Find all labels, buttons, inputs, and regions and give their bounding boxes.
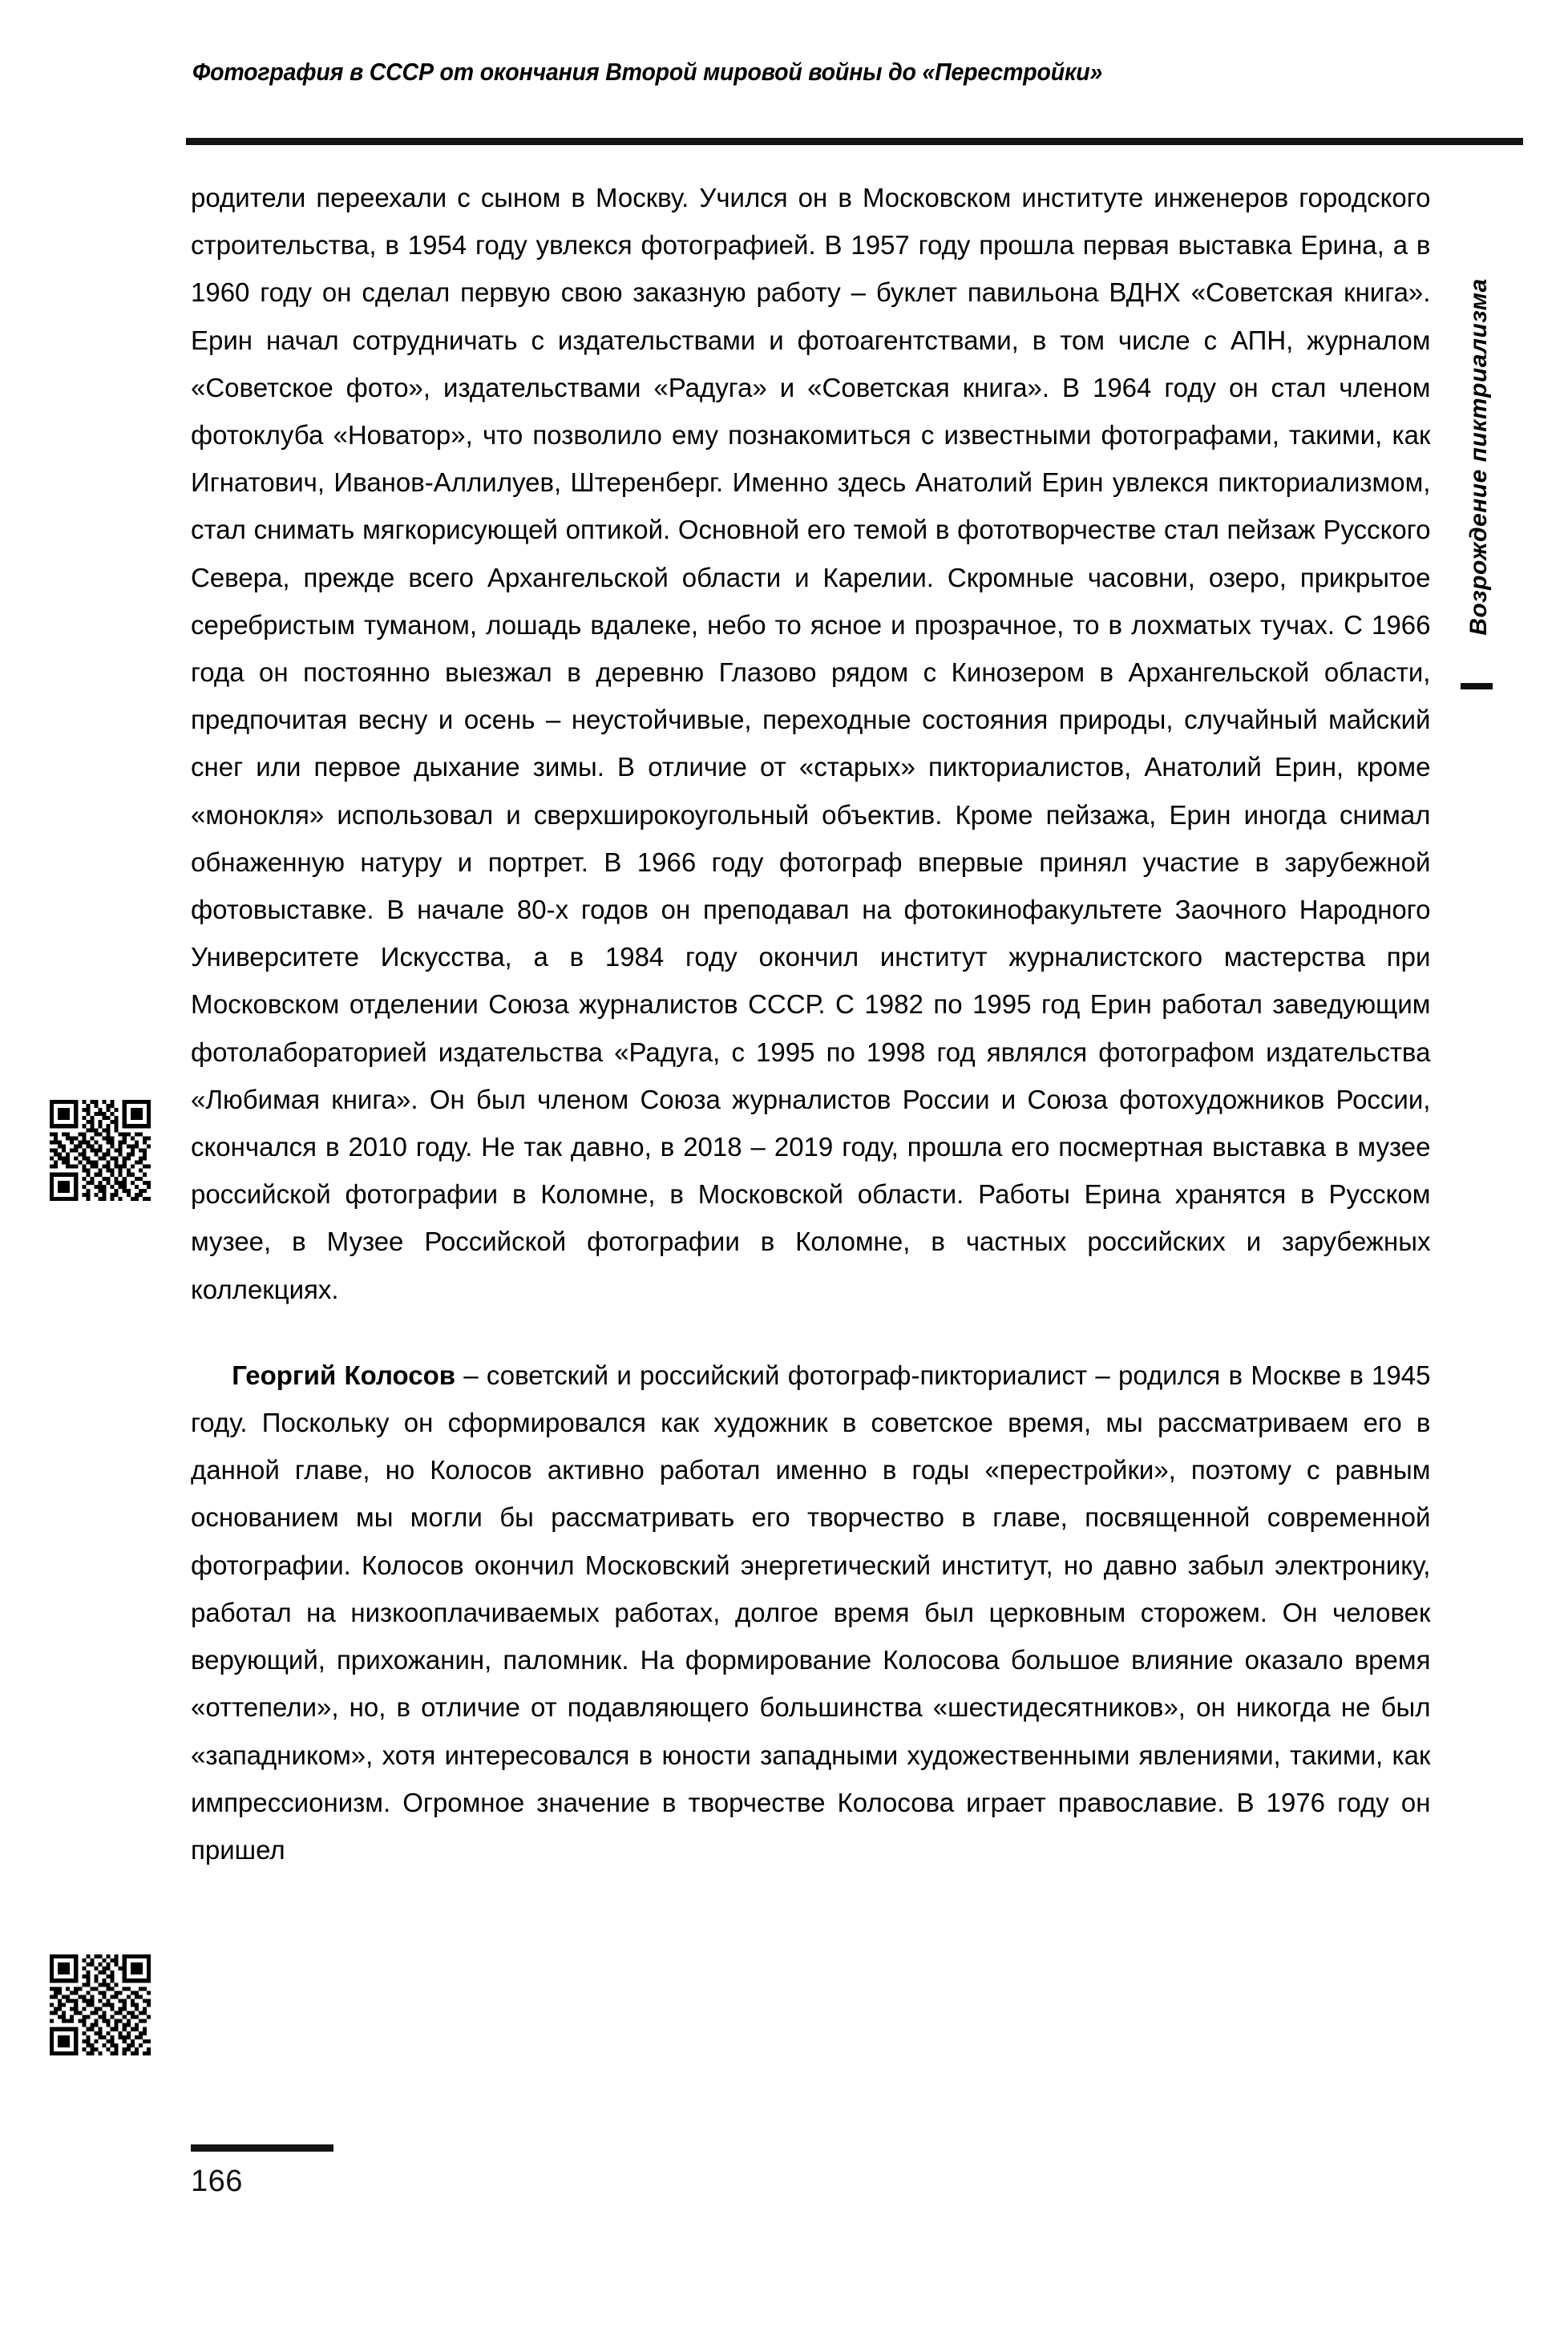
qr-code-icon <box>50 1100 151 1201</box>
chapter-side-title: Возрождение пиктриализма <box>1465 278 1492 636</box>
kolosov-name: Георгий Колосов <box>232 1360 456 1391</box>
page-number: 166 <box>191 2164 243 2198</box>
paragraph-erin <box>191 175 1430 1314</box>
side-title-rule <box>1461 683 1493 689</box>
paragraph-erin-text: родители переехали с сыном в Москву. Учился он в Московском институте инженеров городского строительства, в 1954 году увлекся фотографией. В 1957 году прошла первая выставка Ерина, а в 1960 году он сделал первую свою заказную работу – буклет павильона ВДНХ «Советская книга». Ерин начал сотрудничать с издательствами и фотоагентствами, в том числе с АПН, журналом «Советское фото», издательствами «Радуга» и «Советская книга». В 1964 году он стал членом фотоклуба «Новатор», что позволило ему познакомиться с известными фотографами, такими, как Игнатович, Иванов-Аллилуев, Штеренберг. Именно здесь Анатолий Ерин увлекся пикториализмом, стал снимать мягкорисующей оптикой. Основной его темой в фототворчестве стал пейзаж Русского Севера, прежде всего Архангельской области и Карелии. Скромные часовни, озеро, прикрытое серебристым туманом, лошадь вдалеке, небо то ясное и прозрачное, то в лохматых тучах. С 1966 года он постоянно выезжал в деревню Глазово рядом с Кинозером в Архангельской области, предпочитая весну и осень – неустойчивые, переходные состояния природы, случайный майский снег или первое дыхание зимы. В отличие от «старых» пикториалистов, Анатолий Ерин, кроме «монокля» использовал и сверхширокоугольный объектив. Кроме пейзажа, Ерин иногда снимал обнаженную натуру и портрет. В 1966 году фотограф впервые принял участие в зарубежной фотовыставке. В начале 80-х годов он преподавал на фотокинофакультете Заочного Народного Университете Искусства, а в 1984 году окончил институт журналистского мастерства при Московском отделении Союза журналистов СССР. С 1982 по 1995 год Ерин работал заведующим фотолабораторией издательства «Радуга, с 1995 по 1998 год являлся фотографом издательства «Любимая книга». Он был членом Союза журналистов России и Союза фотохудожников России, скончался в 2010 году. Не так давно, в 2018 – 2019 году, прошла его посмертная выставка в музее российской фотографии в Коломне, в Московской области. Работы Ерина хранятся в Русском музее, в Музее Российской фотографии в Коломне, в частных российских и зарубежных коллекциях. <box>191 184 1431 1305</box>
footer-rule <box>191 2144 333 2152</box>
qr-code-icon <box>50 1954 151 2055</box>
header-rule <box>186 138 1523 145</box>
running-header: Фотография в СССР от окончания Второй мировой войны до «Перестройки» <box>192 58 1103 86</box>
side-title-container <box>1451 176 1507 738</box>
body-text-column <box>191 175 1449 1874</box>
paragraph-kolosov-text: – советский и российский фотограф-пикториалист – родился в Москве в 1945 году. Поскольку он сформировался как художник в советское время, мы рассматриваем его в данной главе, но Колосов активно работал именно в годы «перестройки», поэтому с равным основанием мы могли бы рассматривать его творчество в главе, посвященной современной фотографии. Колосов окончил Московский энергетический институт, но давно забыл электронику, работал на низкооплачиваемых работах, долгое время был церковным сторожем. Он человек верующий, прихожанин, паломник. На формирование Колосова большое влияние оказало время «оттепели», но, в отличие от подавляющего большинства «шестидесятников», он никогда не был «западником», хотя интересовался в юности западными художественными явлениями, такими, как импрессионизм. Огромное значение в творчестве Колосова играет православие. В 1976 году он пришел <box>191 1360 1431 1865</box>
paragraph-kolosov <box>191 1352 1430 1874</box>
